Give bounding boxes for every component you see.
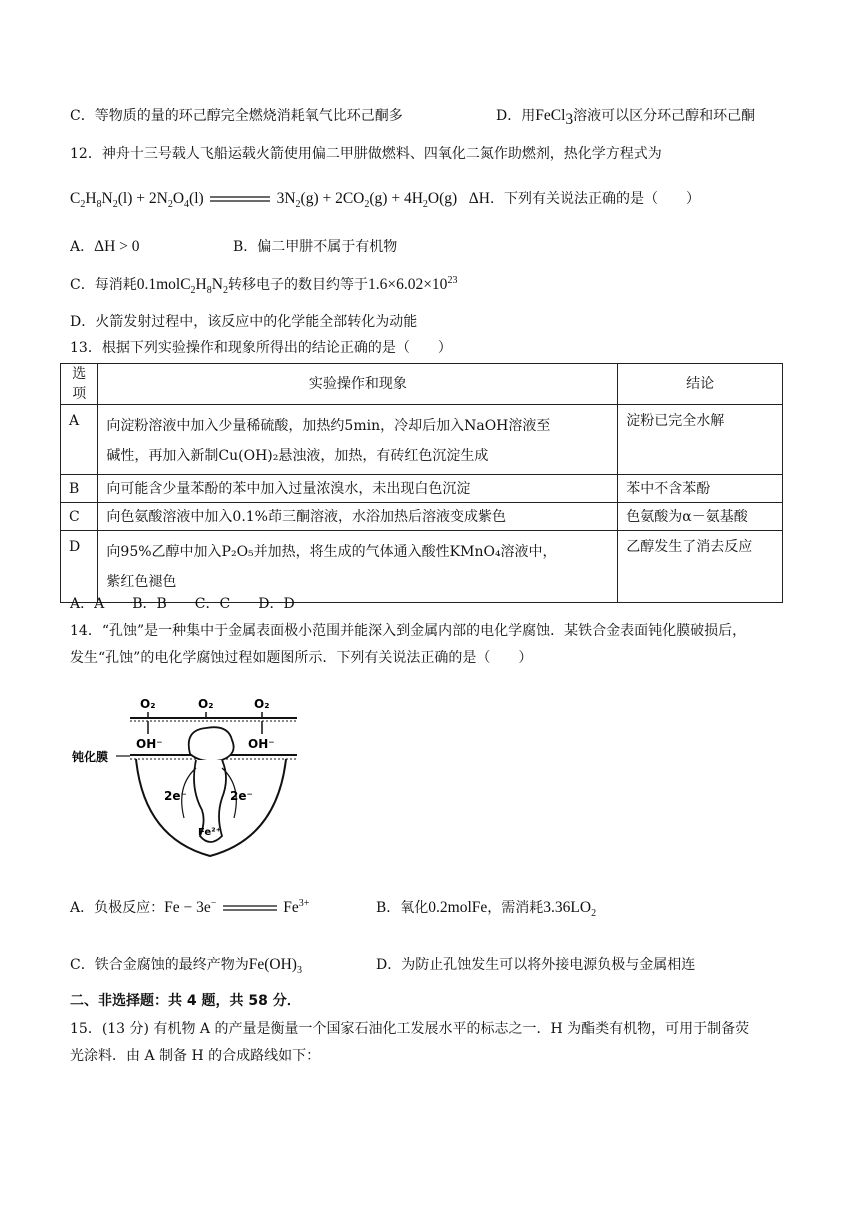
section-title: 二、非选择题：共 4 题，共 58 分． <box>70 993 301 1009</box>
table-cell-operation: 向色氨酸溶液中加入0.1%茚三酮溶液，水浴加热后溶液变成紫色 <box>98 503 618 531</box>
table-cell-conclusion: 乙醇发生了消去反应 <box>618 531 783 603</box>
electron-label: 2e⁻ <box>230 789 253 803</box>
q15-line-2: 光涂料．由 A 制备 H 的合成路线如下： <box>70 1048 321 1064</box>
table-row <box>61 405 783 475</box>
q11-option-d: D．用FeCl$_3$溶液可以区分环己醇和环己酮 <box>496 107 756 128</box>
operation-line: 向95%乙醇中加入P₂O₅并加热，将生成的气体通入酸性KMnO₄溶液中， <box>106 544 557 560</box>
table-cell-option: D <box>61 531 98 603</box>
o2-label: O₂ <box>254 697 270 711</box>
q13-table <box>60 363 783 603</box>
operation-line: 碱性，再加入新制Cu(OH)₂悬浊液，加热，有砖红色沉淀生成 <box>106 448 489 464</box>
table-row <box>61 475 783 503</box>
pitting-corrosion-diagram <box>72 688 312 866</box>
table-header-cell: 实验操作和现象 <box>98 364 618 405</box>
table-cell-operation <box>98 531 618 603</box>
oh-label: OH⁻ <box>248 737 275 751</box>
q12-option-a: A．ΔH > 0 <box>70 238 140 255</box>
table-cell-option: C <box>61 503 98 531</box>
table-cell-operation <box>98 405 618 475</box>
q12-stem: 12．神舟十三号载人飞船运载火箭使用偏二甲肼做燃料、四氧化二氮作助燃剂，热化学方程式为 <box>70 146 662 162</box>
q12-option-b: B．偏二甲肼不属于有机物 <box>233 239 398 255</box>
q12-option-c: C．每消耗$0.1molC_2H_8N_2$转移电子的数目约等于$1.6\times 6.02\times 10^{23}$ <box>70 274 458 297</box>
table-cell-operation: 向可能含少量苯酚的苯中加入过量浓溴水，未出现白色沉淀 <box>98 475 618 503</box>
q13-stem: 13．根据下列实验操作和现象所得出的结论正确的是（ ） <box>70 340 452 356</box>
q14-option-a: A．负极反应：Fe − 3e− $Fe^{3+}$ <box>70 897 310 916</box>
table-cell-option: B <box>61 475 98 503</box>
table-cell-conclusion: 淀粉已完全水解 <box>618 405 783 475</box>
table-header-cell: 结论 <box>618 364 783 405</box>
table-header-cell: 选项 <box>61 364 98 405</box>
q14-option-d: D．为防止孔蚀发生可以将外接电源负极与金属相连 <box>376 957 696 973</box>
operation-line: 向淀粉溶液中加入少量稀硫酸，加热约5min，冷却后加入NaOH溶液至 <box>106 418 551 434</box>
table-header-row <box>61 364 783 405</box>
q14-option-b: B．氧化0.2molFe，需消耗$3.36LO_2$ <box>376 899 597 920</box>
equals-arrow-icon <box>221 902 279 914</box>
fe2-label: Fe²⁺ <box>198 827 221 838</box>
table-row <box>61 503 783 531</box>
q14-stem-line-2: 发生“孔蚀”的电化学腐蚀过程如题图所示．下列有关说法正确的是（ ） <box>70 650 533 666</box>
table-cell-option: A <box>61 405 98 475</box>
q13-answer-options: A．A B．B C．C D．D <box>70 596 295 612</box>
passive-film-label: 钝化膜 <box>72 750 109 764</box>
operation-line: 紫红色褪色 <box>106 574 177 590</box>
table-cell-conclusion: 色氨酸为α－氨基酸 <box>618 503 783 531</box>
equals-arrow-icon <box>208 193 272 205</box>
table-row <box>61 531 783 603</box>
q14-stem-line-1: 14．“孔蚀”是一种集中于金属表面极小范围并能深入到金属内部的电化学腐蚀．某铁合金表面钝化膜破损后， <box>70 623 747 639</box>
q15-line-1: 15．(13 分) 有机物 A 的产量是衡量一个国家石油化工发展水平的标志之一．H 为酯类有机物，可用于制备荧 <box>70 1021 750 1037</box>
q12-option-d: D．火箭发射过程中，该反应中的化学能全部转化为动能 <box>70 314 418 330</box>
q14-option-c: C．铁合金腐蚀的最终产物为$Fe(OH)_3$ <box>70 956 302 977</box>
electron-label: 2e⁻ <box>164 789 187 803</box>
q12-equation: $C_2H_8N_2(l) + 2N_2O_4(l) 3N_2(g) + 2CO_2(g) + 4H_2O(g)$ ΔH．下列有关说法正确的是（ ） <box>70 190 700 211</box>
table-cell-conclusion: 苯中不含苯酚 <box>618 475 783 503</box>
o2-label: O₂ <box>140 697 156 711</box>
oh-label: OH⁻ <box>136 737 163 751</box>
q11-option-c: C．等物质的量的环己醇完全燃烧消耗氧气比环己酮多 <box>70 108 403 124</box>
o2-label: O₂ <box>198 697 214 711</box>
